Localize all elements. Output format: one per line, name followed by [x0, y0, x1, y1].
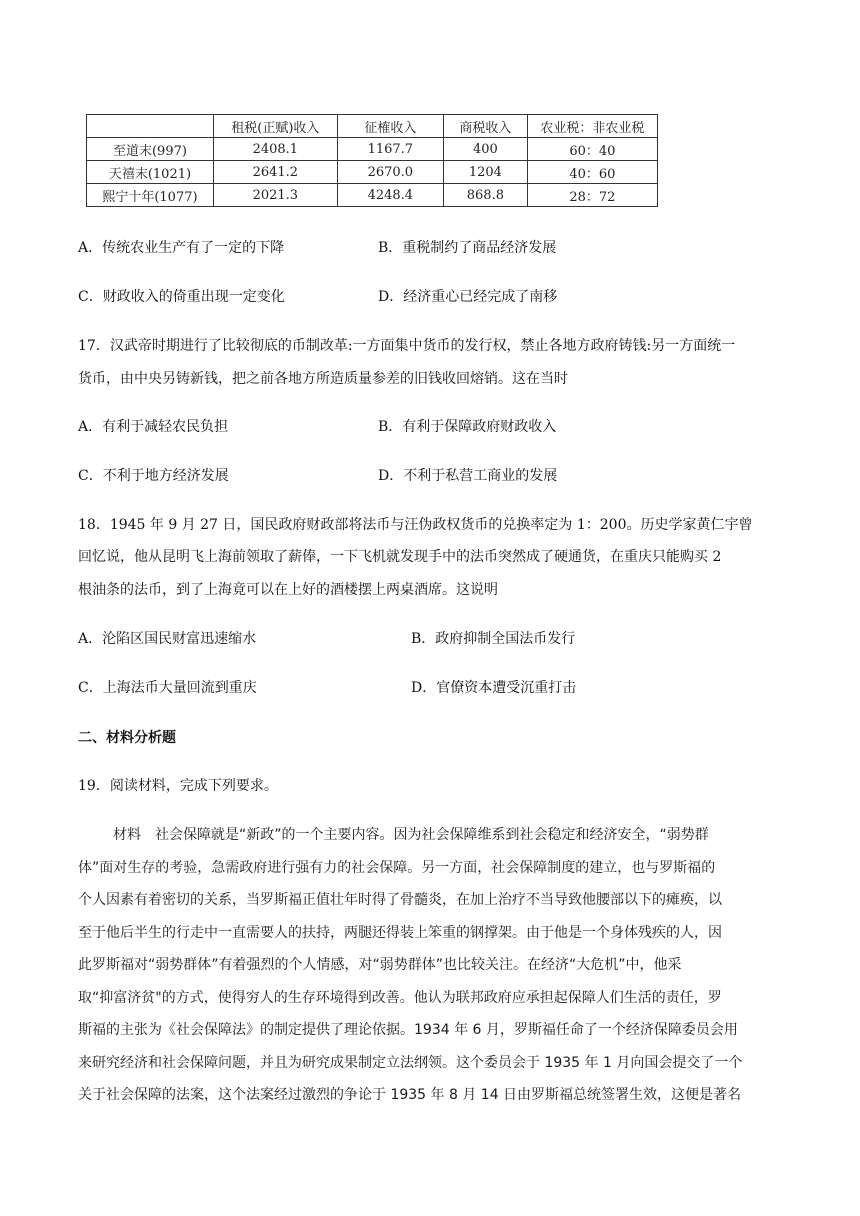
q17-option-c[interactable]: C．不利于地方经济发展	[78, 468, 229, 484]
table-cell: 1167.7	[337, 138, 443, 161]
q16-option-b[interactable]: B．重税制约了商品经济发展	[378, 240, 557, 256]
table-cell: 400	[443, 138, 527, 161]
table-cell: 2021.3	[213, 184, 337, 207]
table-cell: 1204	[443, 161, 527, 184]
table-row	[87, 184, 658, 207]
q18-stem-line: 根油条的法币，到了上海竟可以在上好的酒楼摆上两桌酒席。这说明	[78, 582, 498, 598]
table-cell: 2670.0	[337, 161, 443, 184]
table-row	[87, 138, 658, 161]
table-header-row	[87, 115, 658, 138]
q16-option-c[interactable]: C．财政收入的倚重出现一定变化	[78, 289, 285, 305]
q18-option-c[interactable]: C．上海法币大量回流到重庆	[78, 680, 257, 696]
material-line: 个人因素有着密切的关系，当罗斯福正值壮年时得了骨髓炎，在加上治疗不当导致他腰部以下的瘫痪，以	[78, 892, 722, 908]
q18-option-d[interactable]: D．官僚资本遭受沉重打击	[411, 680, 577, 696]
table-cell: 2641.2	[213, 161, 337, 184]
material-line: 关于社会保障的法案，这个法案经过激烈的争论于 1935 年 8 月 14 日由罗斯福总统签署生效，这便是著名	[78, 1087, 742, 1103]
q18-stem-line: 18．1945 年 9 月 27 日，国民政府财政部将法币与汪伪政权货币的兑换率定为 1：200。历史学家黄仁宇曾	[78, 517, 753, 533]
material-line: 至于他后半生的行走中一直需要人的扶持，两腿还得装上笨重的钢撑架。由于他是一个身体残疾的人，因	[78, 925, 722, 941]
table-header-cell	[87, 115, 214, 138]
table-cell: 40：60	[527, 161, 657, 184]
q16-option-a[interactable]: A．传统农业生产有了一定的下降	[78, 240, 285, 256]
q18-stem-line: 回忆说，他从昆明飞上海前领取了薪俸，一下飞机就发现手中的法币突然成了硬通货，在重庆只能购买 2	[78, 549, 722, 565]
table-cell: 4248.4	[337, 184, 443, 207]
q18-option-b[interactable]: B．政府抑制全国法币发行	[411, 631, 576, 647]
q19-stem: 19．阅读材料，完成下列要求。	[78, 778, 278, 794]
q17-option-d[interactable]: D．不利于私营工商业的发展	[378, 468, 558, 484]
material-line: 来研究经济和社会保障问题，并且为研究成果制定立法纲领。这个委员会于 1935 年 1 月向国会提交了一个	[78, 1055, 743, 1071]
table-cell: 868.8	[443, 184, 527, 207]
table-cell: 至道末(997)	[87, 138, 214, 161]
table-header-cell: 租税(正赋)收入	[213, 115, 337, 138]
q17-stem-line: 货币，由中央另铸新钱，把之前各地方所造质量参差的旧钱收回熔销。这在当时	[78, 371, 568, 387]
table-cell: 熙宁十年(1077)	[87, 184, 214, 207]
q17-stem-line: 17．汉武帝时期进行了比较彻底的币制改革:一方面集中货币的发行权，禁止各地方政府铸钱:另一方面统一	[78, 338, 736, 354]
table-cell: 60：40	[527, 138, 657, 161]
table-cell: 2408.1	[213, 138, 337, 161]
table-header-cell: 征榷收入	[337, 115, 443, 138]
material-line: 体”面对生存的考验，急需政府进行强有力的社会保障。另一方面，社会保障制度的建立，也与罗斯福的	[78, 860, 716, 876]
section-heading: 二、材料分析题	[78, 730, 176, 746]
material-line: 此罗斯福对“弱势群体”有着强烈的个人情感，对“弱势群体”也比较关注。在经济“大危机”中，他采	[78, 957, 682, 973]
table-cell: 28：72	[527, 184, 657, 207]
material-line: 斯福的主张为《社会保障法》的制定提供了理论依据。1934 年 6 月，罗斯福任命了一个经济保障委员会用	[78, 1022, 738, 1038]
q18-option-a[interactable]: A．沦陷区国民财富迅速缩水	[78, 631, 257, 647]
table-cell: 天禧末(1021)	[87, 161, 214, 184]
material-line: 材料 社会保障就是“新政”的一个主要内容。因为社会保障维系到社会稳定和经济安全，“弱势群	[113, 827, 709, 843]
material-line: 取“抑富济贫"的方式，使得穷人的生存环境得到改善。他认为联邦政府应承担起保障人们生活的责任，罗	[78, 990, 722, 1006]
table-row	[87, 161, 658, 184]
revenue-table	[86, 114, 658, 207]
q16-option-d[interactable]: D．经济重心已经完成了南移	[378, 289, 558, 305]
table-header-cell: 商税收入	[443, 115, 527, 138]
table-header-cell: 农业税：非农业税	[527, 115, 657, 138]
q17-option-b[interactable]: B．有利于保障政府财政收入	[378, 419, 557, 435]
q17-option-a[interactable]: A．有利于减轻农民负担	[78, 419, 229, 435]
